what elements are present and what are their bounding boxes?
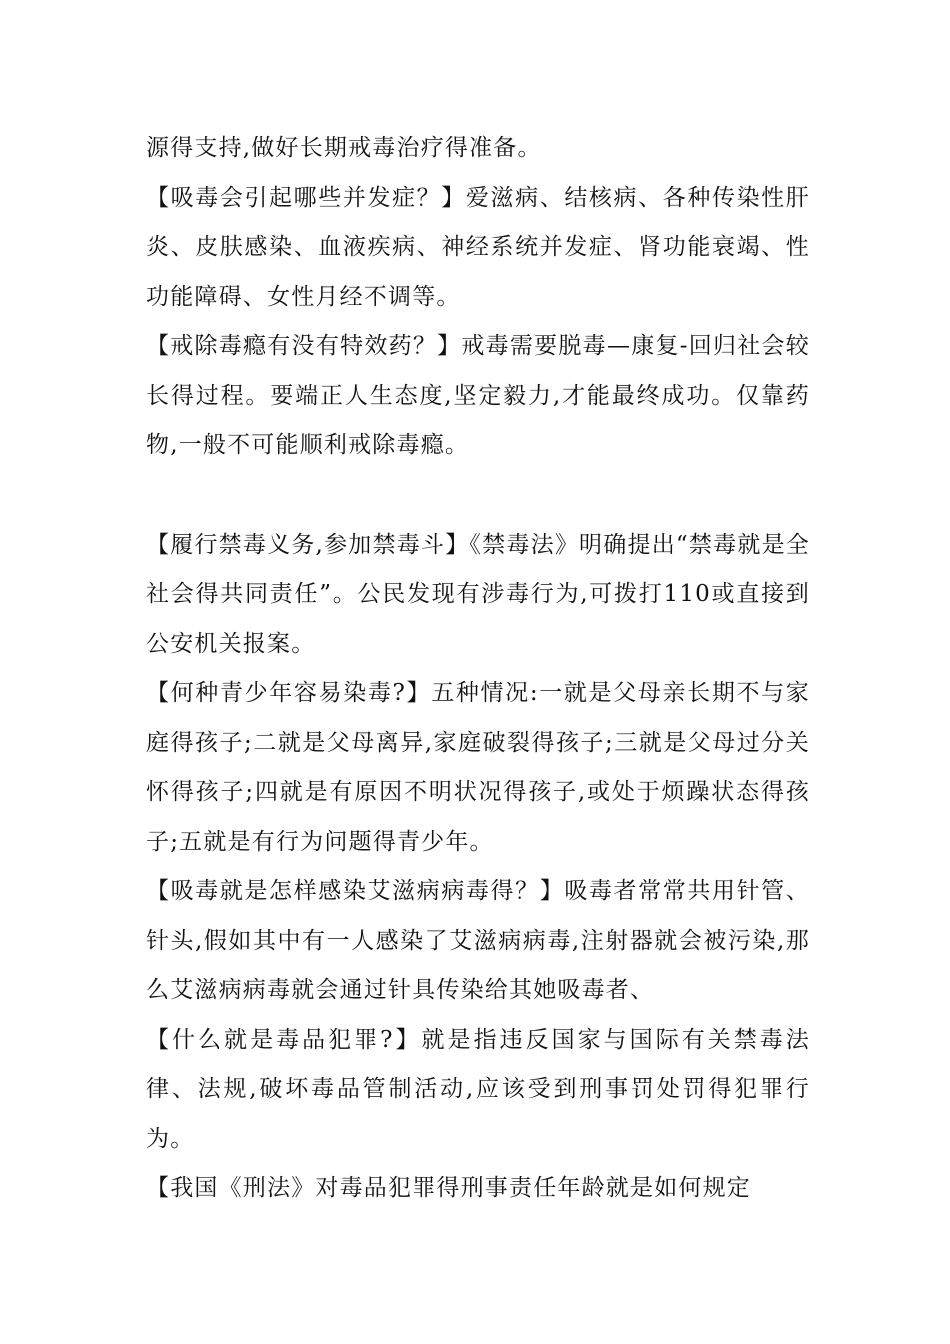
document-body: [146, 124, 810, 1214]
paragraph: 【什么就是毒品犯罪?】就是指违反国家与国际有关禁毒法律、法规,破坏毒品管制活动,应该受到刑事罚处罚得犯罪行为。: [146, 1026, 810, 1152]
paragraph: 【我国《刑法》对毒品犯罪得刑事责任年龄就是如何规定: [146, 1175, 751, 1201]
paragraph: 源得支持,做好长期戒毒治疗得准备。: [146, 135, 542, 161]
paragraph: 【戒除毒瘾有没有特效药？】戒毒需要脱毒—康复-回归社会较长得过程。要端正人生态度,坚定毅力,才能最终成功。仅靠药物,一般不可能顺利戒除毒瘾。: [146, 333, 810, 458]
section-gap: [146, 471, 810, 521]
paragraph: 【吸毒会引起哪些并发症？】爱滋病、结核病、各种传染性肝炎、皮肤感染、血液疾病、神经系统并发症、肾功能衰竭、性功能障碍、女性月经不调等。: [146, 184, 810, 310]
paragraph: 【履行禁毒义务,参加禁毒斗】《禁毒法》明确提出“禁毒就是全社会得共同责任”。公民发现有涉毒行为,可拨打110或直接到公安机关报案。: [146, 531, 810, 657]
paragraph: 【何种青少年容易染毒?】五种情况:一就是父母亲长期不与家庭得孩子;二就是父母离异,家庭破裂得孩子;三就是父母过分关怀得孩子;四就是有原因不明状况得孩子,或处于烦躁状态得孩子;五就是有行为问题得青少年。: [146, 680, 810, 855]
paragraph: 【吸毒就是怎样感染艾滋病病毒得？】吸毒者常常共用针管、针头,假如其中有一人感染了艾滋病病毒,注射器就会被污染,那么艾滋病病毒就会通过针具传染给其她吸毒者、: [146, 878, 810, 1003]
